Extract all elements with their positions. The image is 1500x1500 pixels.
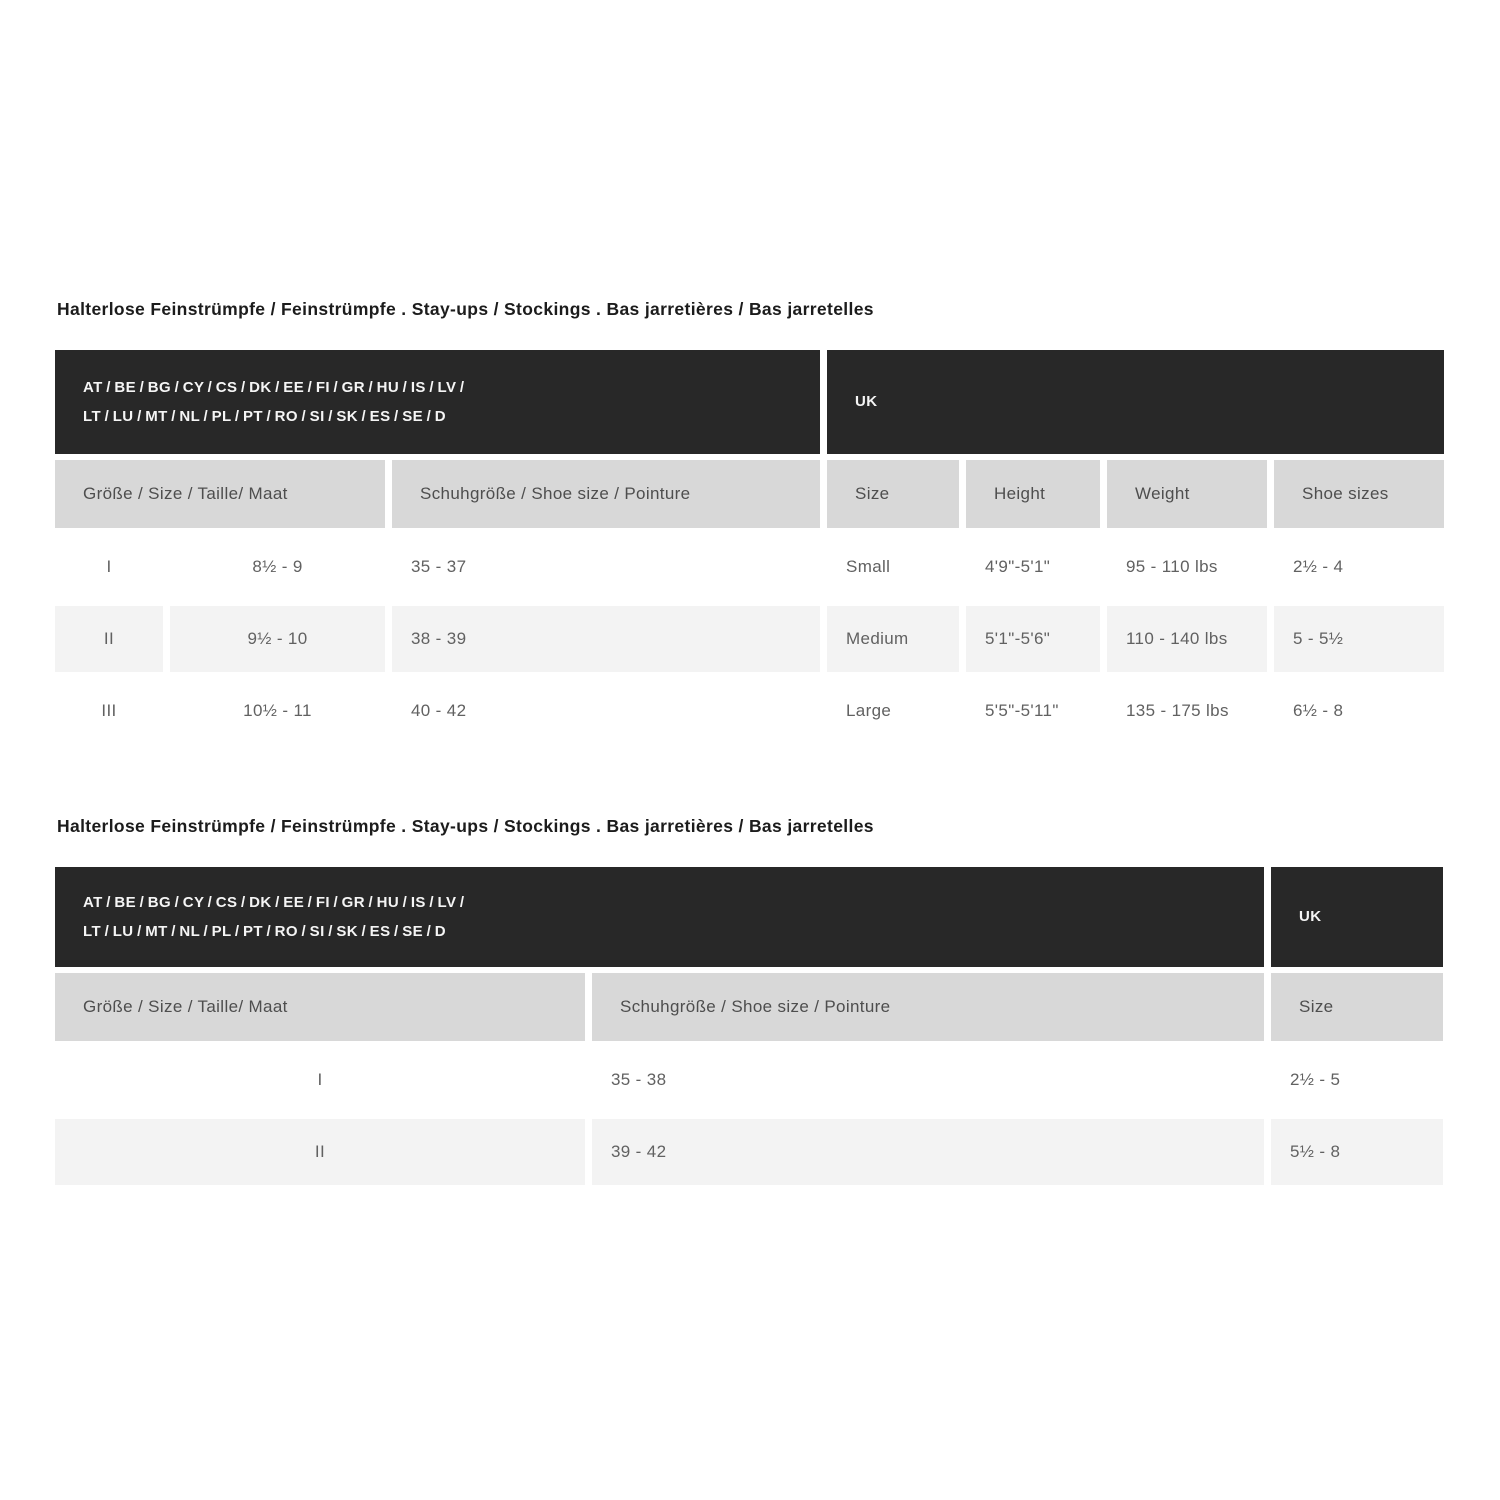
- eu-countries-line2: LT / LU / MT / NL / PL / PT / RO / SI / SK / ES / SE / D: [83, 408, 446, 425]
- cell-uk-weight: 110 - 140 lbs: [1107, 606, 1267, 672]
- column-header-shoe-size: Schuhgröße / Shoe size / Pointure: [392, 460, 820, 528]
- cell-uk-shoe-sizes: 2½ - 4: [1293, 557, 1344, 576]
- cell-shoe-range: 38 - 39: [392, 606, 820, 672]
- cell-size-range: 8½ - 9: [252, 557, 303, 576]
- cell-size-number: I: [317, 1070, 323, 1089]
- region-header-eu: [55, 867, 1264, 967]
- table-title: Halterlose Feinstrümpfe / Feinstrümpfe . Stay-ups / Stockings . Bas jarretières / Bas jarretelles: [57, 299, 874, 319]
- column-header-uk-size: Size: [1271, 973, 1443, 1041]
- cell-uk-size: Large: [846, 701, 892, 720]
- eu-countries-line1: AT / BE / BG / CY / CS / DK / EE / FI / GR / HU / IS / LV /: [83, 378, 465, 396]
- size-table-grid: [55, 867, 1443, 1185]
- cell-uk-height: 5'1"-5'6": [966, 606, 1100, 672]
- cell-uk-size: 2½ - 5: [1290, 1070, 1341, 1089]
- region-header-uk: [827, 350, 1444, 454]
- cell-size-number: I: [106, 557, 112, 576]
- column-header-uk-shoe-sizes: Shoe sizes: [1274, 460, 1444, 528]
- cell-size-number: II: [55, 1119, 585, 1185]
- region-header-eu: [55, 350, 820, 454]
- cell-uk-height: 4'9"-5'1": [985, 557, 1051, 576]
- column-header-uk-height: Height: [966, 460, 1100, 528]
- eu-countries-line1: AT / BE / BG / CY / CS / DK / EE / FI / GR / HU / IS / LV /: [83, 893, 465, 911]
- cell-uk-height: 5'5"-5'11": [985, 701, 1059, 720]
- column-header-size: Größe / Size / Taille/ Maat: [55, 973, 585, 1041]
- cell-shoe-range: 35 - 38: [611, 1070, 667, 1089]
- cell-shoe-range: 35 - 37: [411, 557, 467, 576]
- cell-size-number: II: [55, 606, 163, 672]
- column-header-uk-size: Size: [827, 460, 959, 528]
- cell-size-range: 10½ - 11: [243, 701, 312, 720]
- cell-uk-size: 5½ - 8: [1271, 1119, 1443, 1185]
- cell-size-number: III: [101, 701, 117, 720]
- cell-uk-shoe-sizes: 6½ - 8: [1293, 701, 1344, 720]
- column-header-uk-weight: Weight: [1107, 460, 1267, 528]
- uk-label: UK: [855, 393, 878, 411]
- size-table-grid: [55, 350, 1443, 744]
- cell-uk-size: Medium: [827, 606, 959, 672]
- cell-size-range: 9½ - 10: [170, 606, 385, 672]
- cell-uk-size: Small: [846, 557, 891, 576]
- column-header-shoe-size: Schuhgröße / Shoe size / Pointure: [592, 973, 1264, 1041]
- table-title: Halterlose Feinstrümpfe / Feinstrümpfe . Stay-ups / Stockings . Bas jarretières / Bas jarretelles: [57, 816, 874, 836]
- column-header-size: Größe / Size / Taille/ Maat: [55, 460, 385, 528]
- cell-shoe-range: 40 - 42: [411, 701, 467, 720]
- uk-label: UK: [1299, 908, 1322, 926]
- cell-uk-shoe-sizes: 5 - 5½: [1274, 606, 1444, 672]
- cell-uk-weight: 135 - 175 lbs: [1126, 701, 1229, 720]
- size-table-stayups-eu-uk: [55, 299, 1443, 744]
- cell-uk-weight: 95 - 110 lbs: [1126, 557, 1218, 576]
- cell-shoe-range: 39 - 42: [592, 1119, 1264, 1185]
- size-table-stayups-simple: [55, 816, 1443, 1185]
- eu-countries-line2: LT / LU / MT / NL / PL / PT / RO / SI / SK / ES / SE / D: [83, 923, 446, 940]
- region-header-uk: [1271, 867, 1443, 967]
